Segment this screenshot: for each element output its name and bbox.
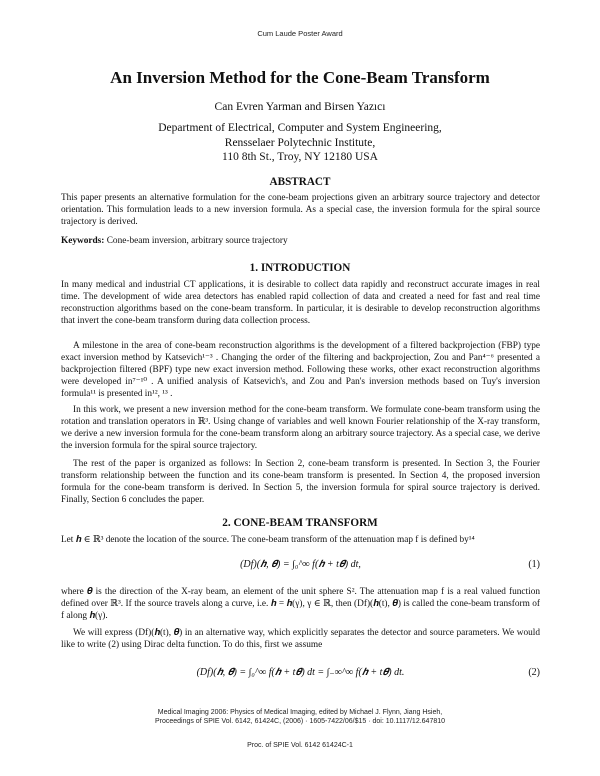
credit-line-1: Medical Imaging 2006: Physics of Medical Imaging, edited by Michael J. Flynn, Jiang Hsieh, bbox=[157, 709, 443, 716]
intro-paragraph-3: In this work, we present a new inversion method for the cone-beam transform. We formulate cone-beam transform using the rotation and translation operators in ℝ³. Using change of variables and well known Fourier relationship of the X-ray transform, we derive a new inversion formula for the cone-beam transform along an arbitrary source trajectory. As a special case, we derive the inversion formula for the spiral source trajectory. bbox=[61, 405, 540, 451]
equation-1 bbox=[61, 552, 540, 578]
cone-beam-paragraph-3: We will express (Df)(𝒉(t), 𝜽) in an alternative way, which explicitly separates the detector and source parameters. We would like to write (2) using Dirac delta function. To do this, first we assume bbox=[61, 628, 540, 650]
equation-1-body: (Df)(𝒉, 𝜽) = ∫₀^∞ f(𝒉 + t𝜽) dt, bbox=[240, 559, 361, 570]
equation-2-number: (2) bbox=[528, 667, 540, 678]
author-affiliation bbox=[0, 121, 600, 165]
equation-2-body: (Df)(𝒉, 𝜽) = ∫₀^∞ f(𝒉 + t𝜽) dt = ∫₋∞^∞ f(𝒉 + t𝜽) dt. bbox=[196, 667, 405, 678]
equation-1-number: (1) bbox=[528, 559, 540, 570]
equation-2 bbox=[61, 660, 540, 686]
affiliation-line-2: Rensselaer Polytechnic Institute, bbox=[224, 136, 376, 149]
cone-beam-paragraph-1: Let 𝒉 ∈ ℝ³ denote the location of the source. The cone-beam transform of the attenuation map f is defined by¹⁴ bbox=[61, 535, 475, 545]
cone-beam-heading: 2. CONE-BEAM TRANSFORM bbox=[222, 517, 378, 529]
page-footer: Proc. of SPIE Vol. 6142 61424C-1 bbox=[247, 742, 353, 749]
publication-credit bbox=[0, 708, 600, 726]
intro-paragraph-4: The rest of the paper is organized as follows: In Section 2, cone-beam transform is presented. In Section 3, the Fourier transform relationship between the function and its cone-beam transform is presented. In Section 4, the proposed inversion formula for the cone-beam transform is derived. In Section 5, the inversion formula for spiral source trajectory is derived. Finally, Section 6 concludes the paper. bbox=[61, 459, 540, 505]
paper-authors: Can Evren Yarman and Birsen Yazıcı bbox=[214, 101, 386, 113]
keywords-text: Cone-beam inversion, arbitrary source trajectory bbox=[106, 236, 288, 246]
intro-paragraph-2: A milestone in the area of cone-beam reconstruction algorithms is the development of a filtered backprojection (FBP) type exact inversion method by Katsevich¹⁻³ . Changing the order of the filtering and backprojection, Zou and Pan⁴⁻⁶ presented a backprojection filtered (BPF) type new exact inversion method. Following these works, other exact reconstruction algorithms were developed in⁷⁻¹⁰ . A unified analysis of Katsevich's, and Zou and Pan's inversion methods based on Tuy's inversion formula¹¹ is presented in¹², ¹³ . bbox=[61, 341, 540, 399]
abstract-heading: ABSTRACT bbox=[269, 176, 331, 188]
credit-line-2: Proceedings of SPIE Vol. 6142, 61424C, (2006) · 1605-7422/06/$15 · doi: 10.1117/12.647810 bbox=[154, 718, 446, 725]
affiliation-line-3: 110 8th St., Troy, NY 12180 USA bbox=[222, 151, 378, 163]
introduction-heading: 1. INTRODUCTION bbox=[249, 262, 351, 274]
affiliation-line-1: Department of Electrical, Computer and System Engineering, bbox=[158, 122, 442, 134]
award-header: Cum Laude Poster Award bbox=[257, 29, 343, 38]
paper-title: An Inversion Method for the Cone-Beam Transform bbox=[110, 68, 490, 87]
keywords-label: Keywords: bbox=[61, 236, 105, 246]
intro-paragraph-1: In many medical and industrial CT applications, it is desirable to collect data rapidly and reconstruct accurate images in real time. The development of wide area detectors has enabled rapid collection of data and created a need for fast and real time reconstruction algorithms based on the cone-beam transform. In particular, it is desirable to develop reconstruction algorithms that invert the cone-beam transform during data collection process. bbox=[61, 280, 540, 326]
abstract-text: This paper presents an alternative formulation for the cone-beam projections given an arbitrary source trajectory and detector orientation. This formulation leads to a new inversion formula. As a special case, the inversion formula for the spiral source trajectory is derived. bbox=[61, 193, 540, 227]
cone-beam-paragraph-2: where 𝜽 is the direction of the X-ray beam, an element of the unit sphere S². The attenuation map f is a real valued function defined over ℝ³. If the source travels along a curve, i.e. 𝒉 = 𝒉(γ), γ ∈ ℝ, then (Df)(𝒉(t), 𝜽) is called the cone-beam transform of f along 𝒉(γ). bbox=[61, 587, 540, 621]
keywords-line bbox=[61, 236, 540, 248]
